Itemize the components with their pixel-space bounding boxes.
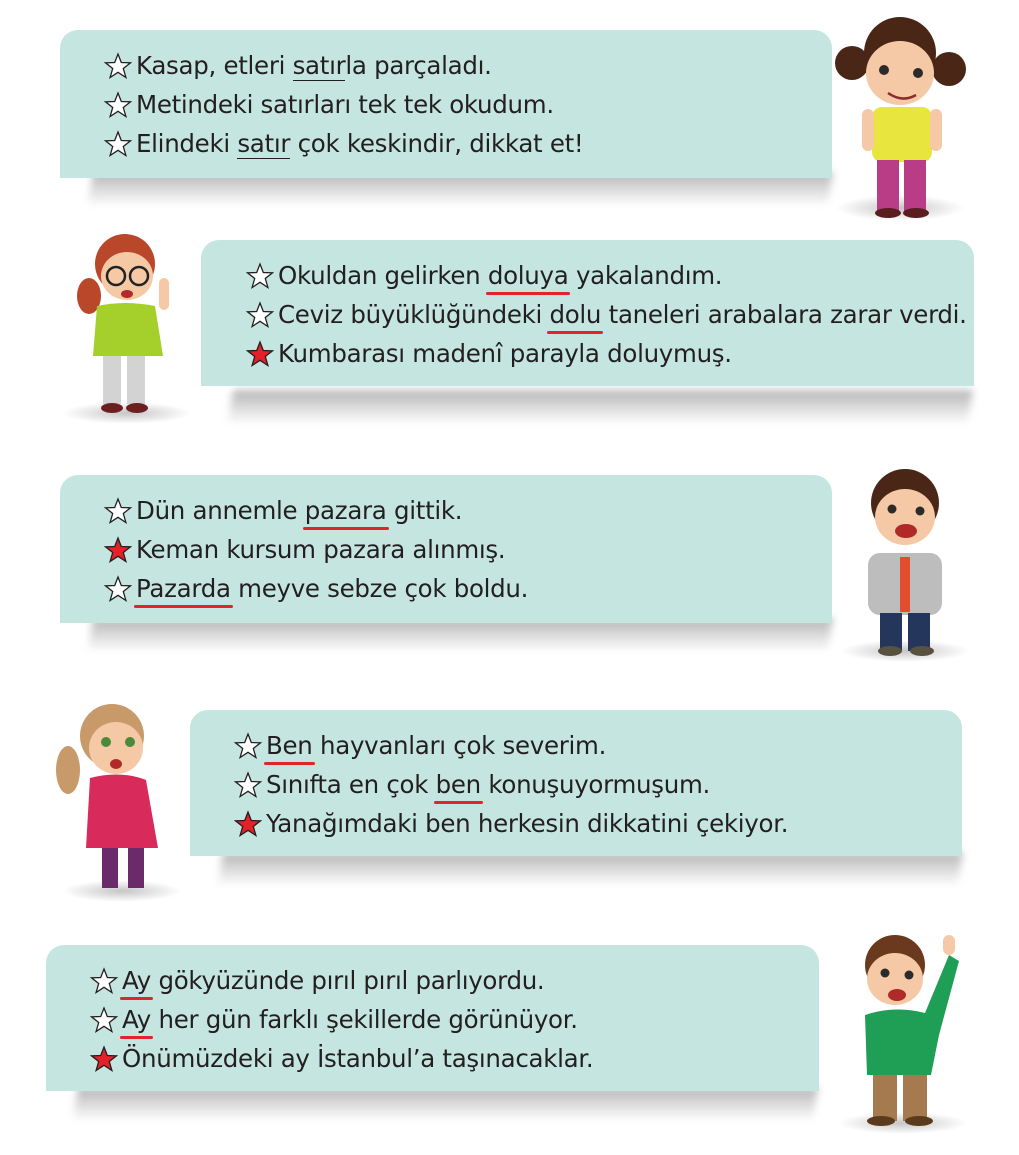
- box-shadow: [87, 172, 833, 212]
- sentence-line: [234, 726, 788, 765]
- text-segment: la parçaladı.: [345, 51, 492, 80]
- white-star-icon: [234, 732, 262, 760]
- text-segment: meyve sebze çok boldu.: [230, 574, 529, 603]
- red-star-icon: [104, 536, 132, 564]
- text-segment: taneleri arabalara zarar verdi.: [601, 300, 967, 329]
- white-star-icon: [90, 1006, 118, 1034]
- sentence-text: [122, 966, 544, 995]
- red-star-icon: [246, 340, 274, 368]
- girl-glasses-character: [75, 228, 185, 418]
- sentence-line: [90, 961, 593, 1000]
- underlined-word: Pazarda: [136, 574, 231, 603]
- sentence-line: [246, 256, 967, 295]
- sentence-list: [90, 961, 593, 1078]
- text-segment: Elindeki: [136, 129, 238, 158]
- boy-curly-hair-character: [850, 465, 960, 660]
- text-segment: Keman kursum pazara alınmış.: [136, 535, 506, 564]
- sentence-line: [246, 295, 967, 334]
- text-segment: hayvanları çok severim.: [312, 731, 607, 760]
- sentence-text: [278, 300, 967, 329]
- text-segment: Önümüzdeki ay İstanbul’a taşınacaklar.: [122, 1044, 594, 1073]
- sentence-text: [136, 90, 554, 119]
- sentence-text: [136, 535, 505, 564]
- sentence-line: [104, 85, 583, 124]
- sentence-list: [104, 46, 583, 163]
- white-star-icon: [104, 130, 132, 158]
- sentence-text: [136, 51, 492, 80]
- white-star-icon: [104, 91, 132, 119]
- underlined-word: dolu: [549, 300, 602, 329]
- underlined-word: doluya: [487, 261, 569, 290]
- sentence-line: [234, 765, 788, 804]
- white-star-icon: [246, 262, 274, 290]
- text-segment: Metindeki satırları tek tek okudum.: [136, 90, 554, 119]
- text-segment: yakalandım.: [568, 261, 723, 290]
- sentence-line: [104, 530, 528, 569]
- underlined-word: Ben: [266, 731, 313, 760]
- sentence-text: [266, 731, 606, 760]
- sentence-line: [104, 124, 583, 163]
- underlined-word: ben: [435, 770, 481, 799]
- underlined-word: satır: [237, 129, 291, 158]
- sentence-text: [136, 574, 528, 603]
- underlined-word: Ay: [122, 1005, 151, 1034]
- sentence-list: [246, 256, 967, 373]
- boy-green-sweater-character: [845, 925, 965, 1130]
- white-star-icon: [104, 52, 132, 80]
- girl-curly-hair-character: [832, 15, 967, 220]
- text-segment: Yanağımdaki ben herkesin dikkatini çekiyor.: [266, 809, 789, 838]
- sentence-text: [278, 339, 732, 368]
- girl-ponytail-character: [50, 698, 170, 898]
- sentence-text: [278, 261, 722, 290]
- underlined-word: pazara: [304, 496, 387, 525]
- text-segment: Ceviz büyüklüğündeki: [278, 300, 550, 329]
- sentence-list: [234, 726, 788, 843]
- text-segment: her gün farklı şekillerde görünüyor.: [151, 1005, 578, 1034]
- red-star-icon: [90, 1045, 118, 1073]
- text-segment: çok keskindir, dikkat et!: [290, 129, 584, 158]
- underlined-word: Ay: [122, 966, 151, 995]
- box-shadow: [87, 618, 833, 658]
- sentence-text: [266, 809, 788, 838]
- text-segment: Kumbarası madenî parayla doluymuş.: [278, 339, 732, 368]
- text-segment: konuşuyormuşum.: [480, 770, 711, 799]
- white-star-icon: [90, 967, 118, 995]
- sentence-line: [90, 1039, 593, 1078]
- sentence-line: [104, 569, 528, 608]
- text-segment: Okuldan gelirken: [278, 261, 488, 290]
- white-star-icon: [104, 575, 132, 603]
- sentence-line: [104, 491, 528, 530]
- sentence-text: [136, 129, 583, 158]
- sentence-line: [234, 804, 788, 843]
- box-shadow: [217, 852, 963, 892]
- white-star-icon: [104, 497, 132, 525]
- text-segment: Dün annemle: [136, 496, 305, 525]
- white-star-icon: [246, 301, 274, 329]
- sentence-text: [136, 496, 462, 525]
- sentence-text: [122, 1005, 578, 1034]
- red-star-icon: [234, 810, 262, 838]
- sentence-text: [266, 770, 710, 799]
- box-shadow: [72, 1087, 818, 1127]
- sentence-text: [122, 1044, 593, 1073]
- text-segment: gittik.: [386, 496, 463, 525]
- sentence-line: [90, 1000, 593, 1039]
- sentence-line: [104, 46, 583, 85]
- underlined-word: satır: [292, 51, 346, 80]
- text-segment: Sınıfta en çok: [266, 770, 436, 799]
- text-segment: Kasap, etleri: [136, 51, 293, 80]
- text-segment: gökyüzünde pırıl pırıl parlıyordu.: [151, 966, 545, 995]
- sentence-line: [246, 334, 967, 373]
- sentence-list: [104, 491, 528, 608]
- box-shadow: [227, 390, 973, 430]
- white-star-icon: [234, 771, 262, 799]
